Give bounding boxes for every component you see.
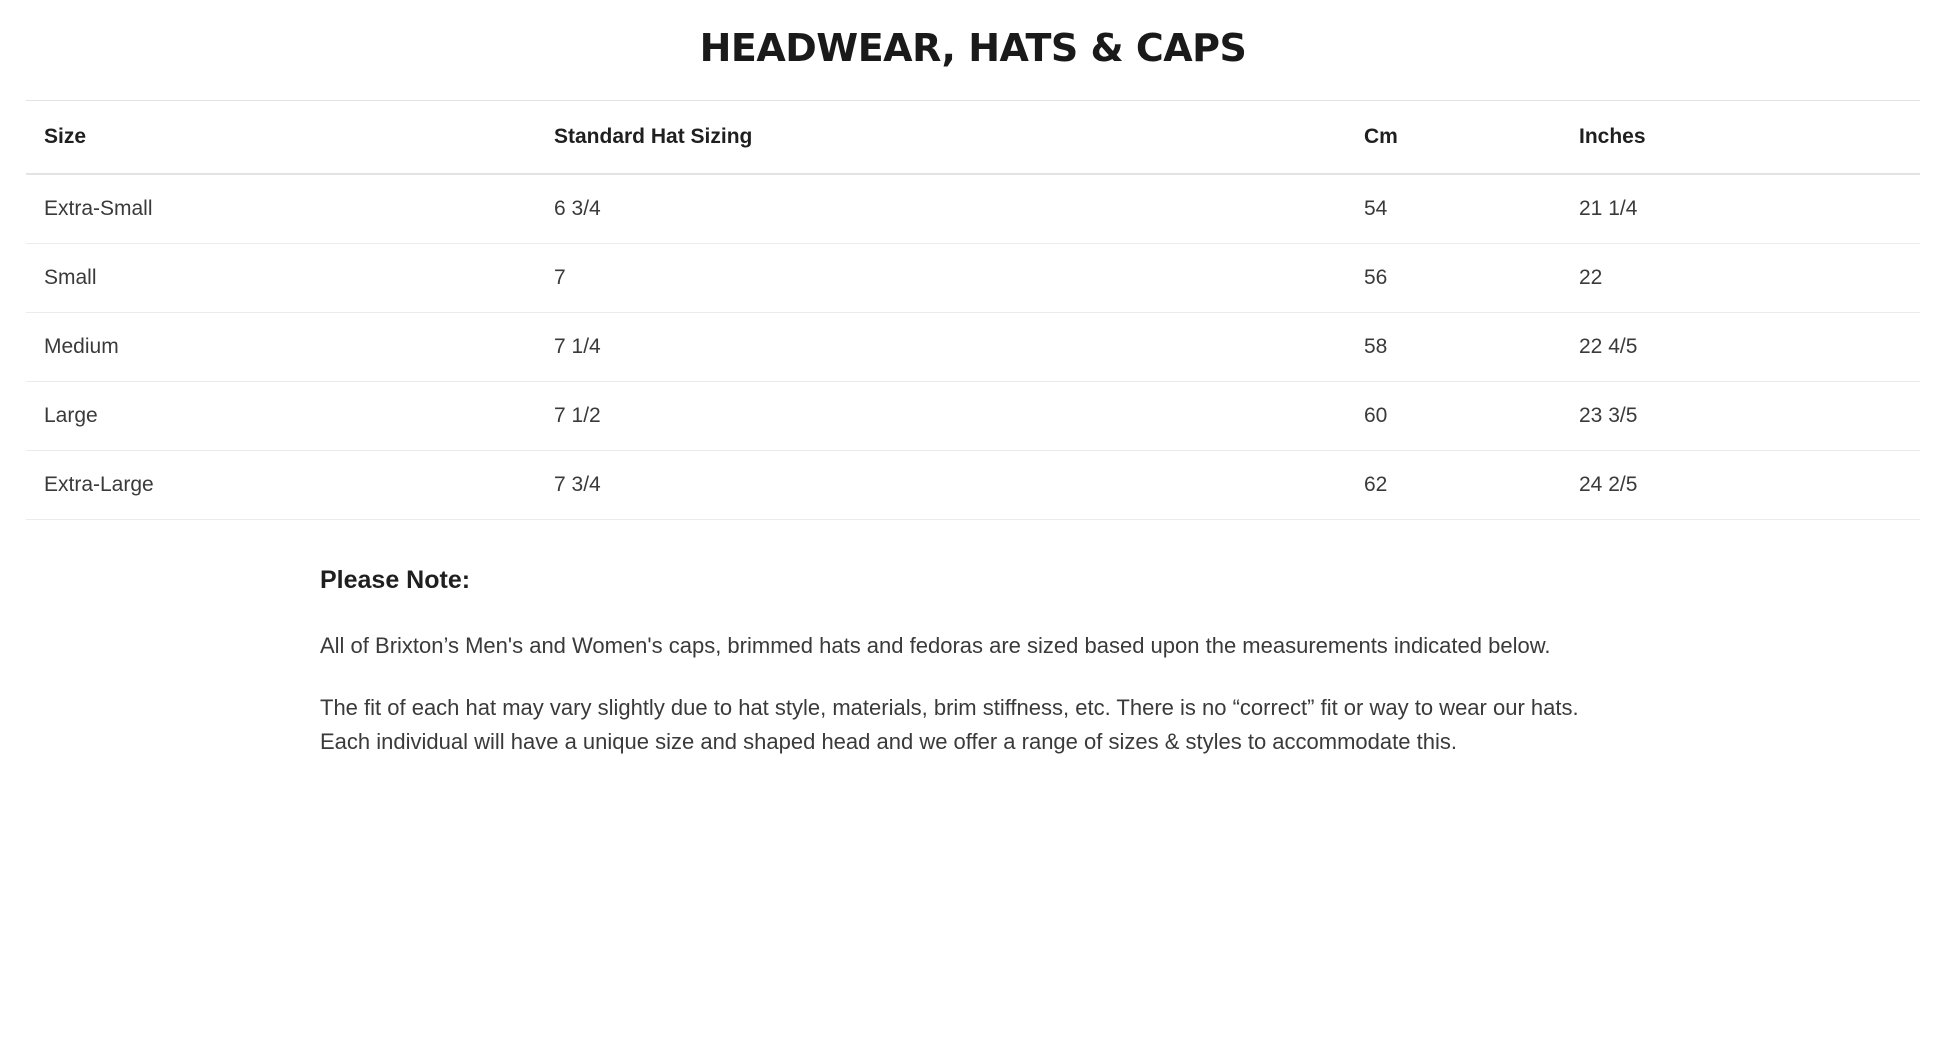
table-header-row	[26, 101, 1920, 175]
note-paragraph-2: The fit of each hat may vary slightly due to hat style, materials, brim stiffness, etc. There is no “correct” fit or way to wear our hats. Each individual will have a unique size and shaped head and we offer a range of sizes & styles to accommodate this.	[320, 695, 1579, 755]
note-paragraph-1: All of Brixton’s Men's and Women's caps, brimmed hats and fedoras are sized based upon the measurements indicated below.	[320, 633, 1551, 658]
cell-inches: 22	[1561, 244, 1920, 313]
cell-size: Small	[26, 244, 536, 313]
cell-size: Extra-Small	[26, 174, 536, 244]
cell-inches: 23 3/5	[1561, 382, 1920, 451]
cell-inches: 22 4/5	[1561, 313, 1920, 382]
cell-size: Large	[26, 382, 536, 451]
cell-standard: 7 1/2	[536, 382, 1346, 451]
size-chart-table	[26, 100, 1920, 520]
column-header-standard: Standard Hat Sizing	[536, 101, 1346, 175]
cell-inches: 21 1/4	[1561, 174, 1920, 244]
table-body	[26, 174, 1920, 520]
table-row	[26, 313, 1920, 382]
column-header-inches: Inches	[1561, 101, 1920, 175]
please-note-section	[0, 566, 1946, 759]
cell-cm: 60	[1346, 382, 1561, 451]
please-note-heading: Please Note:	[320, 566, 471, 594]
cell-size: Extra-Large	[26, 451, 536, 520]
cell-size: Medium	[26, 313, 536, 382]
table-row	[26, 174, 1920, 244]
cell-cm: 54	[1346, 174, 1561, 244]
size-table-container	[26, 100, 1920, 520]
cell-standard: 7 3/4	[536, 451, 1346, 520]
cell-standard: 7	[536, 244, 1346, 313]
cell-cm: 58	[1346, 313, 1561, 382]
column-header-cm: Cm	[1346, 101, 1561, 175]
cell-cm: 62	[1346, 451, 1561, 520]
table-row	[26, 244, 1920, 313]
cell-inches: 24 2/5	[1561, 451, 1920, 520]
cell-standard: 7 1/4	[536, 313, 1346, 382]
cell-cm: 56	[1346, 244, 1561, 313]
column-header-size: Size	[26, 101, 536, 175]
table-row	[26, 382, 1920, 451]
page-title: HEADWEAR, HATS & CAPS	[699, 26, 1247, 70]
cell-standard: 6 3/4	[536, 174, 1346, 244]
table-row	[26, 451, 1920, 520]
table-header	[26, 101, 1920, 175]
